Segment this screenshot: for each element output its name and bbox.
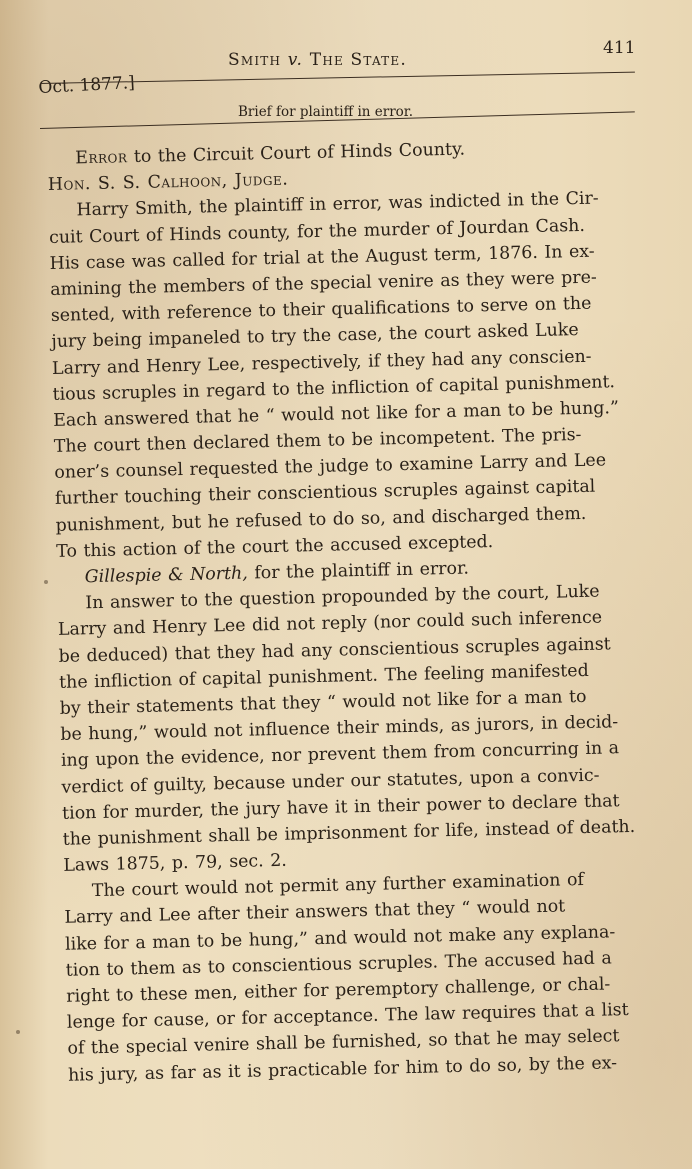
- text-line: Harry Smith, the plaintiff in error, was indicted in the Cir-: [76, 188, 599, 221]
- text-line: sented, with reference to their qualifications to serve on the: [50, 293, 592, 327]
- text-line: his jury, as far as it is practicable for him to do so, by the ex-: [67, 1052, 618, 1086]
- text-line: the infliction of capital punishment. The feeling manifested: [58, 660, 589, 693]
- text-line: tious scruples in regard to the infliction of capital punishment.: [52, 371, 616, 405]
- counsel-names: Gillespie & North,: [84, 563, 249, 588]
- text-line: Larry and Henry Lee did not reply (nor could such inference: [57, 607, 603, 641]
- text-line: The court then declared them to be incompetent. The pris-: [53, 425, 582, 457]
- term-date: Oct. 1877.]: [38, 72, 136, 98]
- judge-name: Hon. S. S. Calhoon, Judge.: [47, 169, 289, 196]
- text-line: cuit Court of Hinds county, for the murder of Jourdan Cash.: [48, 215, 586, 248]
- text-line: Larry and Lee after their answers that they “ would not: [64, 896, 566, 929]
- text-line: Each answered that he “ would not like for a man to be hung.”: [53, 397, 620, 431]
- text-line: be hung,” would not influence their minds, as jurors, in decid-: [60, 712, 619, 745]
- text-line: amining the members of the special venire as they were pre-: [50, 267, 598, 300]
- text-line: ing upon the evidence, nor prevent them from concurring in a: [60, 738, 620, 772]
- text-line: His case was called for trial at the August term, 1876. In ex-: [49, 241, 595, 274]
- text-line: tion for murder, the jury have it in their power to declare that: [61, 790, 620, 824]
- text-line: tion to them as to conscientious scruples. The accused had a: [65, 948, 612, 981]
- text-line: by their statements that they “ would not like for a man to: [59, 686, 587, 719]
- text-line: of the special venire shall be furnished, so that he may select: [67, 1026, 620, 1060]
- text-line: the punishment shall be imprisonment for life, instead of death.: [62, 816, 636, 850]
- counsel-role: for the plaintiff in error.: [247, 558, 470, 584]
- text-line: further touching their conscientious scruples against capital: [54, 477, 596, 510]
- case-title-versus: v.: [287, 50, 304, 70]
- text-line: like for a man to be hung,” and would not make any explana-: [64, 921, 616, 955]
- error-word: Error: [75, 147, 128, 169]
- case-title-party: Smith: [228, 50, 282, 70]
- margin-speck: [44, 580, 48, 584]
- margin-speck: [16, 1030, 20, 1034]
- text-line: oner’s counsel requested the judge to examine Larry and Lee: [54, 450, 607, 484]
- running-header: [0, 38, 692, 98]
- text-line: In answer to the question propounded by the court, Luke: [85, 581, 600, 614]
- text-line: The court would not permit any further examination of: [91, 870, 585, 902]
- error-to-court: to the Circuit Court of Hinds County.: [127, 139, 466, 168]
- text-line: punishment, but he refused to do so, and discharged them.: [55, 503, 587, 536]
- page-number: 411: [603, 38, 636, 58]
- text-line: To this action of the court the accused excepted.: [55, 531, 494, 562]
- case-title-state: The State.: [309, 50, 407, 70]
- text-line: lenge for cause, or for acceptance. The law requires that a list: [66, 1000, 629, 1033]
- case-title: [228, 50, 407, 70]
- brief-label: Brief for plaintiff in error.: [238, 104, 414, 120]
- text-line: Larry and Henry Lee, respectively, if they had any conscien-: [51, 346, 592, 379]
- page-body: [47, 132, 678, 1088]
- text-line: be deduced) that they had any conscientious scruples against: [58, 633, 611, 667]
- text-line: verdict of guilty, because under our statutes, upon a convic-: [61, 765, 600, 798]
- text-line: jury being impaneled to try the case, the court asked Luke: [51, 320, 579, 353]
- text-line: right to these men, either for peremptory challenge, or chal-: [66, 974, 611, 1007]
- text-line: Laws 1875, p. 79, sec. 2.: [63, 850, 288, 876]
